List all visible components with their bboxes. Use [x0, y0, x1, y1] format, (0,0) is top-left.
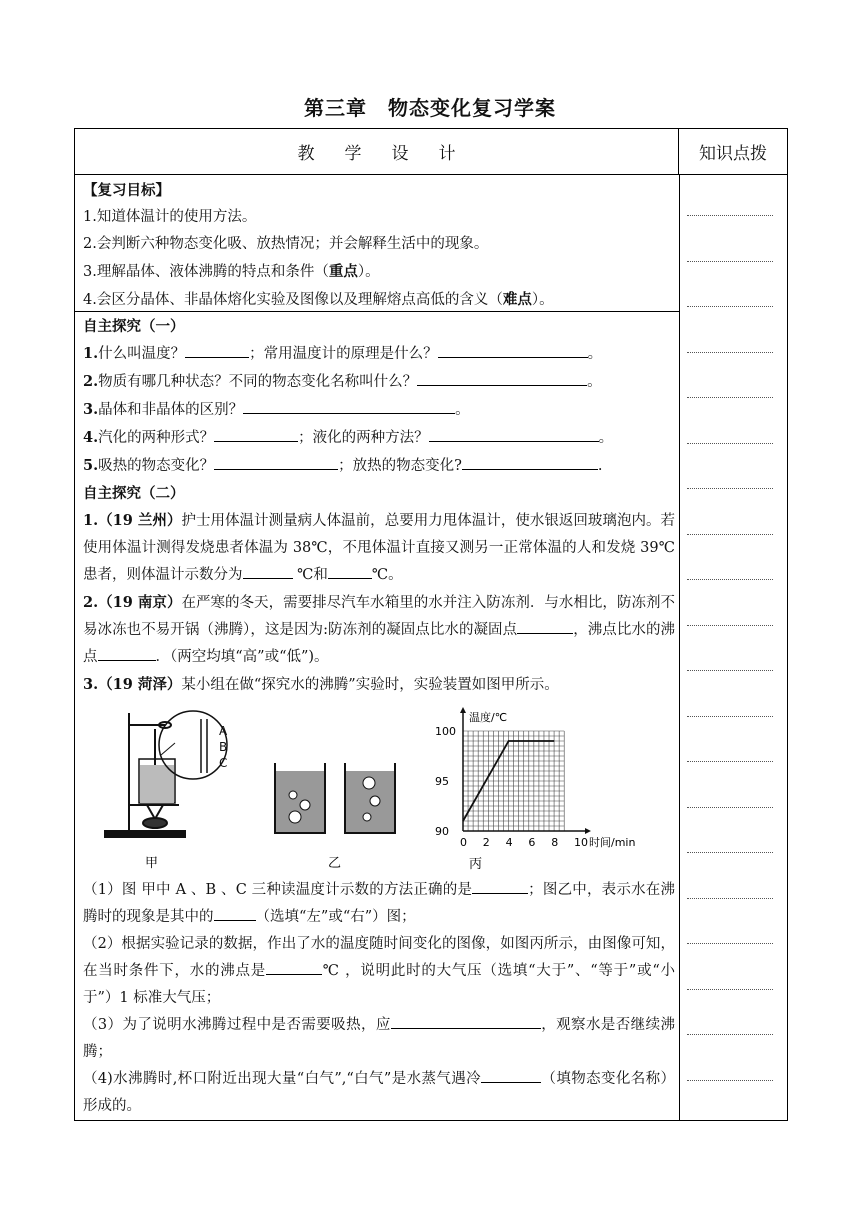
x-tick-label: 2 — [482, 836, 490, 849]
y-tick-label: 95 — [435, 775, 449, 788]
experiment-figure — [83, 705, 675, 875]
review-goals — [83, 177, 675, 314]
answer-blank[interactable] — [472, 877, 528, 894]
explore-one — [83, 313, 675, 1120]
explore2-heading: 自主探究（二） — [83, 485, 185, 502]
note-line[interactable] — [687, 215, 773, 216]
header-knowledge-tips: 知识点拨 — [679, 129, 787, 175]
note-line[interactable] — [687, 1080, 773, 1081]
goal-item: 2.会判断六种物态变化吸、放热情况；并会解释生活中的现象。 — [83, 236, 489, 252]
x-tick-label: 0 — [460, 836, 467, 849]
answer-blank[interactable] — [243, 562, 293, 579]
goal-item: 4.会区分晶体、非晶体熔化实验及图像以及理解熔点高低的含义（难点）。 — [83, 291, 554, 308]
note-line[interactable] — [687, 1034, 773, 1035]
goal-item: 1.知道体温计的使用方法。 — [83, 209, 257, 225]
lesson-table — [74, 128, 788, 1121]
reading-label-c: C — [219, 756, 228, 770]
page-title: 第三章 物态变化复习学案 — [304, 96, 556, 120]
note-line[interactable] — [687, 852, 773, 853]
answer-blank[interactable] — [417, 369, 587, 386]
problem-2: 2.（19 南京）在严寒的冬天，需要排尽汽车水箱里的水并注入防冻剂．与水相比，防冻剂不易冰冻也不易开锅（沸腾），这是因为:防冻剂的凝固点比水的凝固点 ，沸点比水的沸点 ．（两空均填“高”或“低”)。 — [83, 594, 675, 665]
note-line[interactable] — [687, 670, 773, 671]
question-2: 2.物质有哪几种状态？不同的物态变化名称叫什么？ 。 — [83, 368, 675, 396]
note-line[interactable] — [687, 807, 773, 808]
reading-label-a: A — [219, 724, 228, 738]
note-line[interactable] — [687, 989, 773, 990]
experiment-figure-svg — [83, 705, 675, 875]
note-line[interactable] — [687, 534, 773, 535]
abc-labels — [219, 724, 228, 770]
sub-question-2: （2）根据实验记录的数据，作出了水的温度随时间变化的图像，如图丙所示，由图像可知，在当时条件下，水的沸点是 ℃ ，说明此时的大气压（选填“大于”、“等于”或“小于”）1 标准大气压； — [83, 936, 675, 1006]
label-jia: 甲 — [145, 856, 159, 871]
answer-blank[interactable] — [98, 644, 156, 661]
question-5: 5.吸热的物态变化？ ；放热的物态变化? . — [83, 452, 675, 480]
problem-1: 1.（19 兰州）护士用体温计测量病人体温前，总要用力甩体温计，使水银返回玻璃泡内。若使用体温计测得发烧患者体温为 38℃，不甩体温计直接又测另一正常体温的人和发烧 39℃患者，则体温计示数分为 ℃和 ℃。 — [83, 512, 675, 583]
problem-3: 3.（19 菏泽）某小组在做“探究水的沸腾”实验时，实验装置如图甲所示。 — [83, 676, 559, 693]
note-line[interactable] — [687, 397, 773, 398]
question-1: 1.什么叫温度？ ；常用温度计的原理是什么？ 。 — [83, 340, 675, 368]
sub-question-1: （1）图 甲中 A 、B 、C 三种读温度计示数的方法正确的是 ；图乙中，表示水在沸腾时的现象是其中的 （选填“左”或“右”）图； — [83, 877, 675, 931]
question-4: 4.汽化的两种形式？ ；液化的两种方法？ 。 — [83, 424, 675, 452]
y-tick-label: 90 — [435, 825, 449, 838]
note-line[interactable] — [687, 943, 773, 944]
x-tick-label: 4 — [505, 836, 513, 849]
note-line[interactable] — [687, 306, 773, 307]
answer-blank[interactable] — [438, 341, 588, 358]
answer-blank[interactable] — [214, 453, 338, 470]
difficult-point-label: 难点 — [502, 291, 532, 308]
note-line[interactable] — [687, 352, 773, 353]
temperature-chart — [435, 707, 635, 849]
answer-blank[interactable] — [517, 617, 573, 634]
answer-blank[interactable] — [429, 425, 599, 442]
answer-blank[interactable] — [391, 1012, 541, 1029]
x-axis-arrow — [585, 828, 591, 834]
header-teaching-design: 教学设计 — [75, 129, 679, 175]
question-3: 3.晶体和非晶体的区别？ 。 — [83, 396, 675, 424]
answer-blank[interactable] — [214, 904, 256, 921]
answer-blank[interactable] — [185, 341, 249, 358]
x-tick-label: 10 — [574, 836, 588, 849]
sub-question-3: （3）为了说明水沸腾过程中是否需要吸热，应 ，观察水是否继续沸腾； — [83, 1012, 675, 1066]
column-divider — [679, 175, 680, 1121]
reading-label-b: B — [219, 740, 228, 754]
note-line[interactable] — [687, 579, 773, 580]
answer-blank[interactable] — [481, 1066, 541, 1083]
sub-question-4: （4)水沸腾时,杯口附近出现大量“白气”,“白气”是水蒸气遇冷 （填物态变化名称）形成的。 — [83, 1066, 675, 1120]
note-line[interactable] — [687, 898, 773, 899]
note-line[interactable] — [687, 488, 773, 489]
x-axis-label: 时间/min — [589, 836, 636, 849]
note-line[interactable] — [687, 625, 773, 626]
section-divider — [75, 311, 679, 312]
x-tick-label: 8 — [551, 836, 559, 849]
note-line[interactable] — [687, 443, 773, 444]
goal-item: 3.理解晶体、液体沸腾的特点和条件（重点）。 — [83, 263, 380, 280]
label-bing: 丙 — [469, 857, 483, 872]
goals-heading: 【复习目标】 — [83, 182, 170, 199]
x-tick-label: 6 — [528, 836, 536, 849]
note-line[interactable] — [687, 761, 773, 762]
answer-blank[interactable] — [328, 562, 372, 579]
note-line[interactable] — [687, 261, 773, 262]
y-axis-arrow — [460, 707, 466, 713]
y-tick-label: 100 — [435, 725, 456, 738]
answer-blank[interactable] — [243, 397, 455, 414]
answer-blank[interactable] — [266, 958, 322, 975]
beakers — [275, 763, 395, 833]
note-line[interactable] — [687, 716, 773, 717]
answer-blank[interactable] — [214, 425, 298, 442]
y-axis-label: 温度/℃ — [469, 711, 508, 724]
boiling-apparatus — [105, 711, 227, 837]
label-yi: 乙 — [328, 856, 342, 871]
explore1-heading: 自主探究（一） — [83, 318, 185, 335]
answer-blank[interactable] — [462, 453, 598, 470]
key-point-label: 重点 — [328, 263, 358, 280]
